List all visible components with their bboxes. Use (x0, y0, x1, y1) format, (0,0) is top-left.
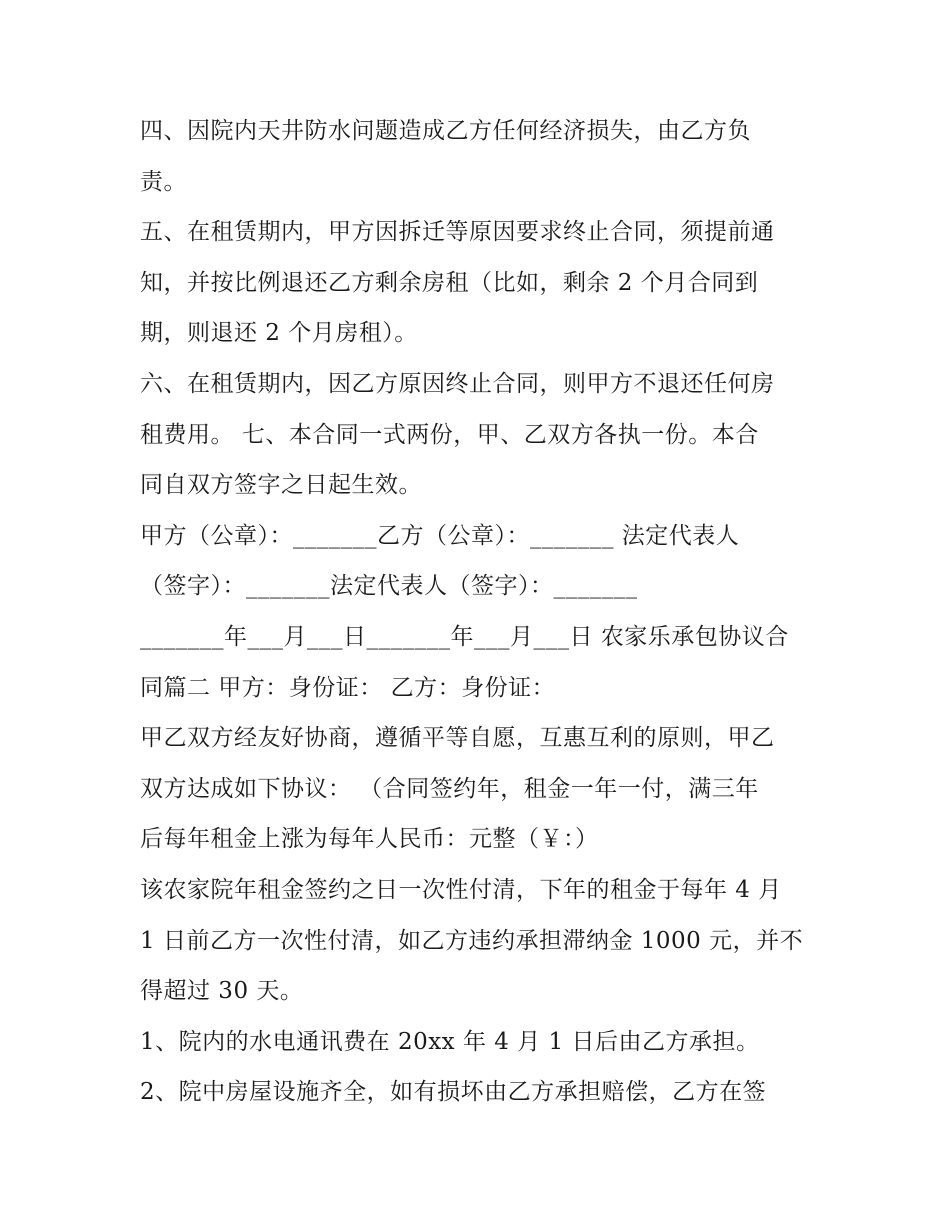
signature-line: 甲方（公章）：_______乙方（公章）：_______ 法定代表人 (140, 522, 740, 549)
text-line: 五、在租赁期内，甲方因拆迁等原因要求终止合同，须提前通 (140, 219, 775, 246)
text-line: 同篇二 甲方：身份证： 乙方：身份证： (140, 674, 556, 701)
text-line: 双方达成如下协议： （合同签约年，租金一年一付，满三年 (140, 775, 759, 802)
text-line: 租费用。 七、本合同一式两份，甲、乙双方各执一份。本合 (140, 421, 759, 448)
document-body (140, 106, 820, 1118)
text-line: 甲乙双方经友好协商，遵循平等自愿，互惠互利的原则，甲乙 (140, 725, 775, 752)
text-line: 六、在租赁期内，因乙方原因终止合同，则甲方不退还任何房 (140, 370, 775, 397)
text-line: 知，并按比例退还乙方剩余房租（比如，剩余 2 个月合同到 (140, 269, 759, 296)
text-line: 责。 (140, 168, 187, 195)
text-line: 同自双方签字之日起生效。 (140, 472, 422, 499)
text-line: 后每年租金上涨为每年人民币：元整（￥：） (140, 826, 599, 853)
text-line: 期，则退还 2 个月房租）。 (140, 320, 418, 347)
date-line: _______年___月___日_______年___月___日 农家乐承包协议合 (140, 623, 789, 650)
text-line: 四、因院内天井防水问题造成乙方任何经济损失，由乙方负 (140, 118, 751, 144)
text-line: 得超过 30 天。 (140, 978, 304, 1005)
text-line: 2、院中房屋设施齐全，如有损坏由乙方承担赔偿，乙方在签 (140, 1079, 767, 1106)
text-line: 该农家院年租金签约之日一次性付清，下年的租金于每年 4 月 (140, 876, 782, 903)
text-line: 1 日前乙方一次性付清，如乙方违约承担滞纳金 1000 元，并不 (140, 927, 804, 954)
signature-line: （签字）：_______法定代表人（签字）：_______ (140, 573, 638, 600)
text-line: 1、院内的水电通讯费在 20xx 年 4 月 1 日后由乙方承担。 (140, 1028, 760, 1055)
